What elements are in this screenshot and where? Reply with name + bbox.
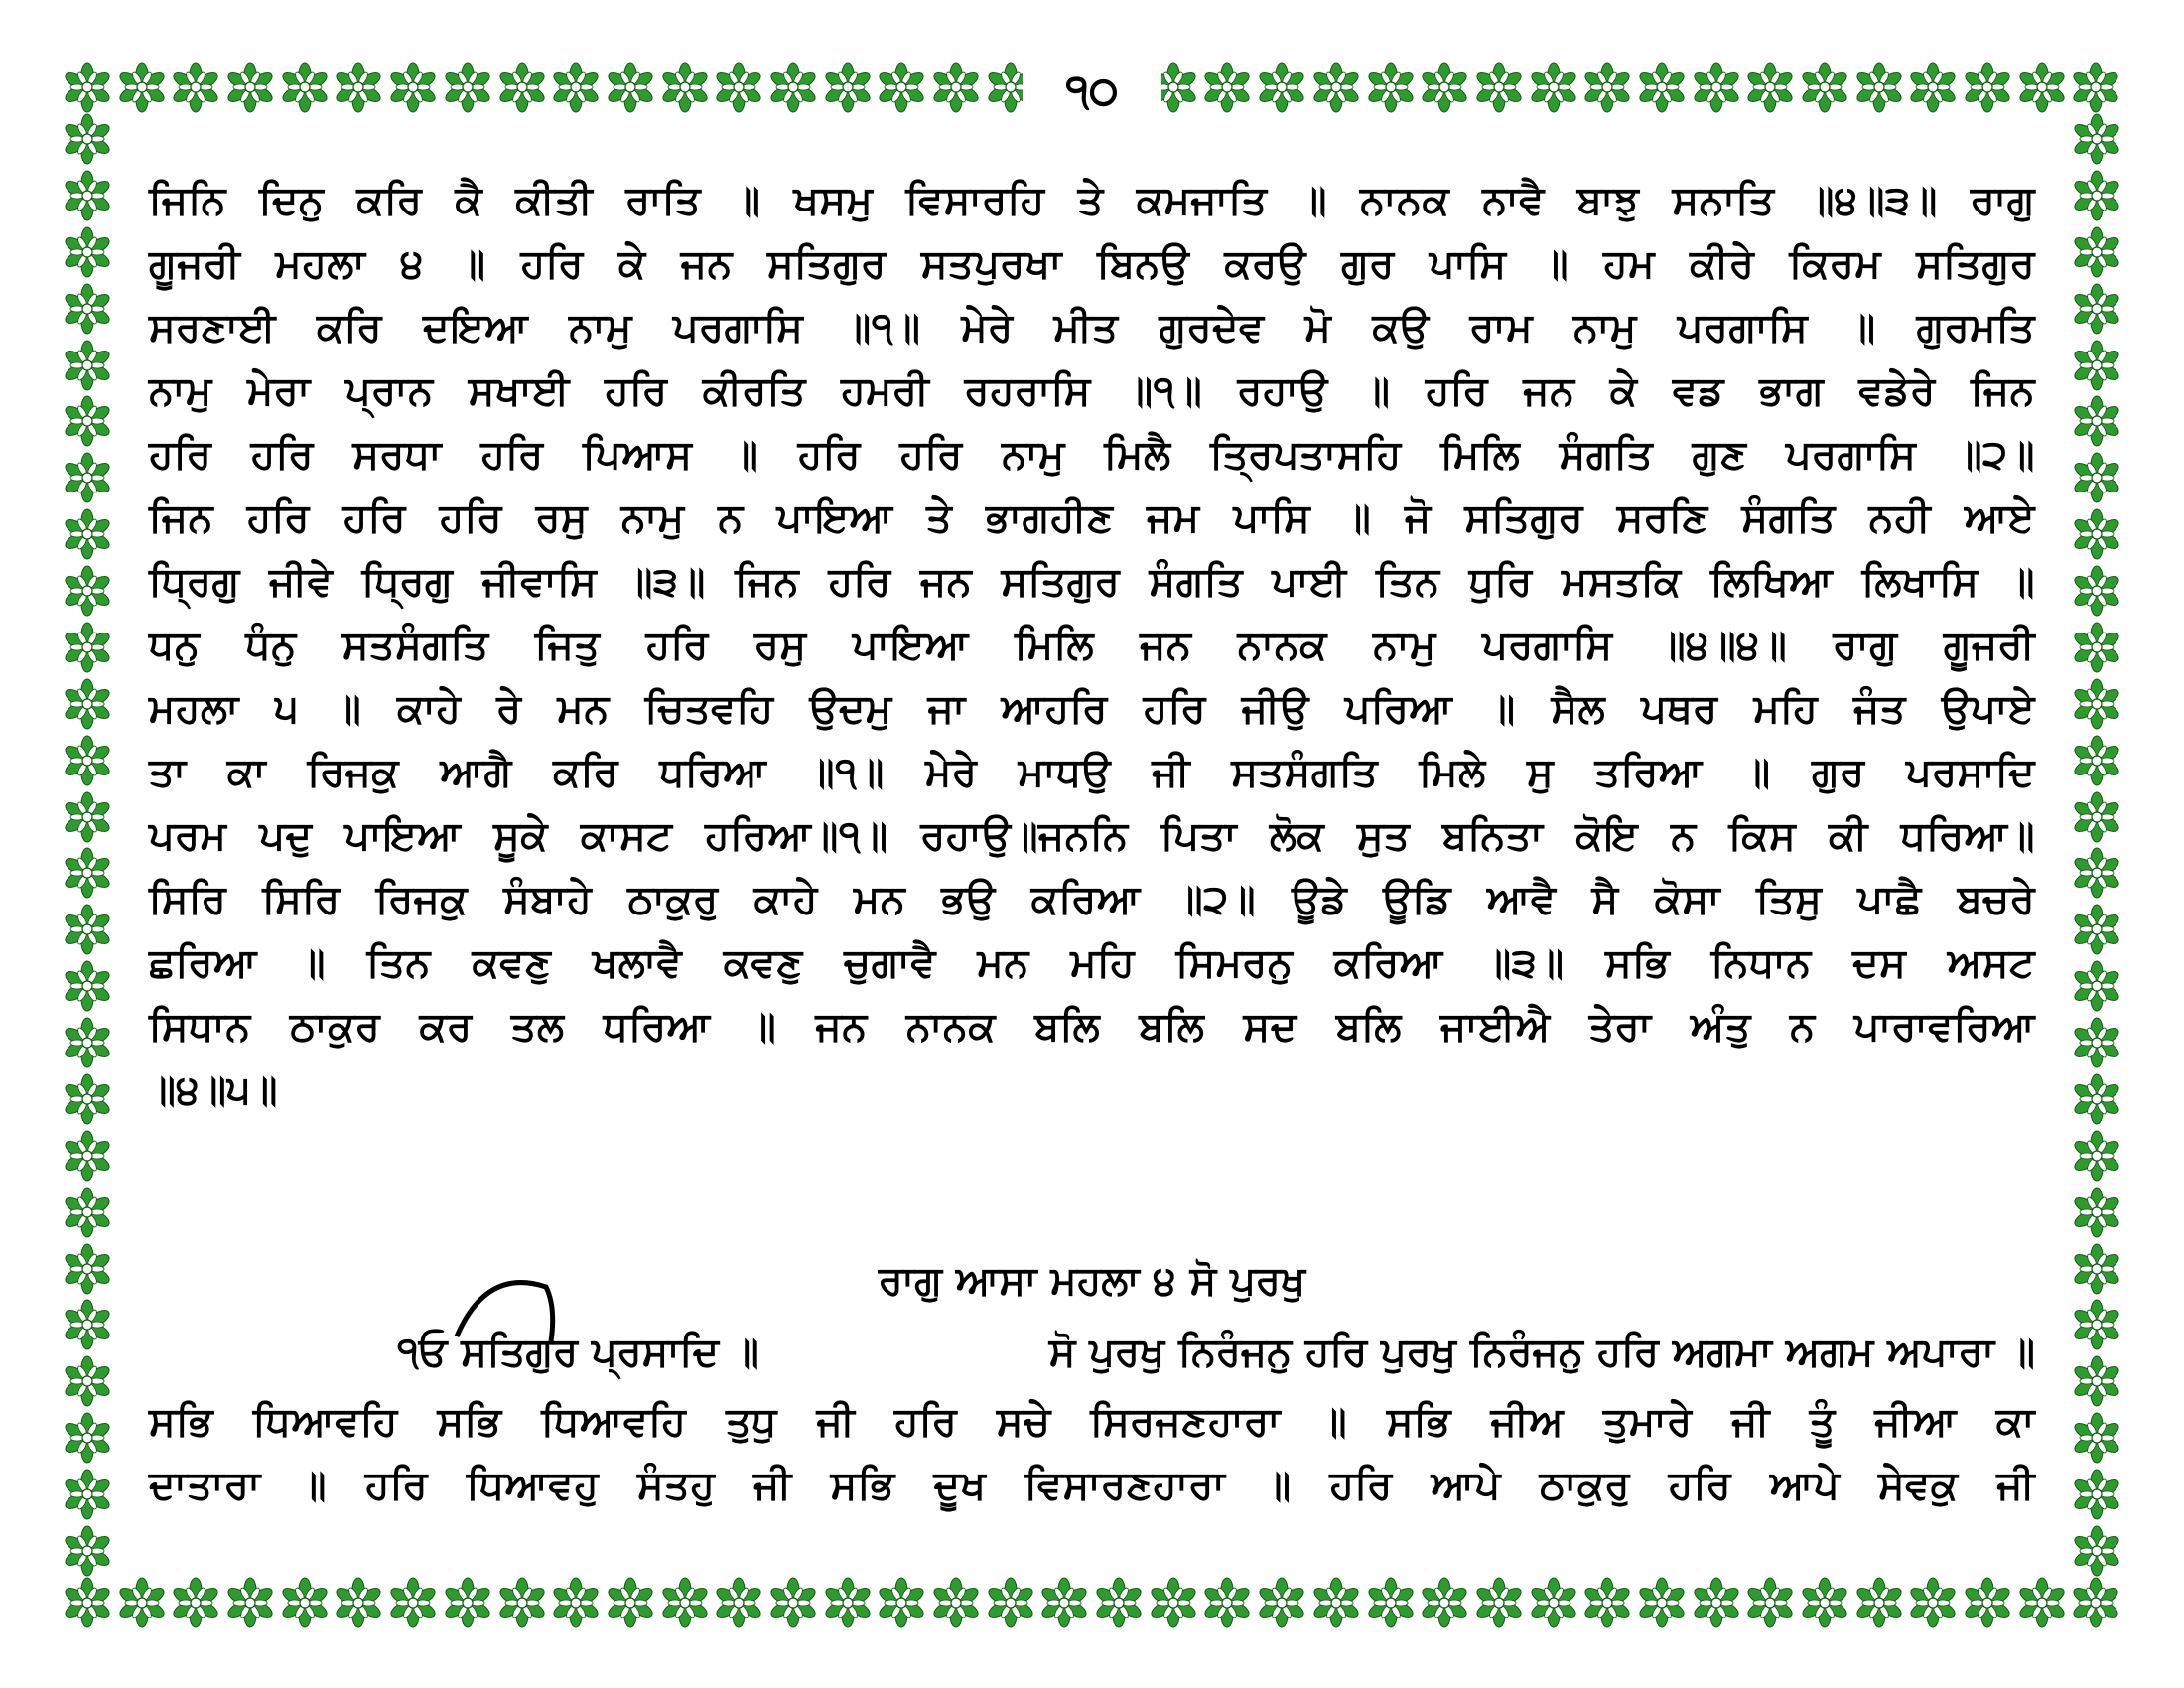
flower-icon (2071, 1130, 2122, 1182)
flower-icon (62, 1017, 113, 1068)
flower-icon (62, 565, 113, 617)
left-flower-border (62, 113, 113, 1577)
flower-icon (1691, 1577, 1742, 1628)
flower-icon (62, 452, 113, 503)
text-line: ਛਰਿਆ ॥ ਤਿਨ ਕਵਣੁ ਖਲਾਵੈ ਕਵਣੁ ਚੁਗਾਵੈ ਮਨ ਮਹਿ ਸਿਮਰਨੁ ਕਰਿਆ ॥੩॥ ਸਭਿ ਨਿਧਾਨ ਦਸ ਅਸਟ (149, 940, 2035, 986)
flower-icon (713, 1577, 764, 1628)
flower-icon (659, 1577, 711, 1628)
flower-icon (1962, 1577, 2013, 1628)
flower-icon (116, 1577, 168, 1628)
flower-icon (2071, 847, 2122, 899)
flower-icon (2071, 395, 2122, 447)
flower-icon (2071, 283, 2122, 335)
flower-icon (2071, 565, 2122, 617)
mool-mantar-line (149, 1321, 2035, 1384)
flower-icon (2071, 226, 2122, 278)
flower-icon (62, 791, 113, 843)
text-line: ਸਭਿ ਧਿਆਵਹਿ ਸਭਿ ਧਿਆਵਹਿ ਤੁਧੁ ਜੀ ਹਰਿ ਸਚੇ ਸਿਰਜਣਹਾਰਾ ॥ ਸਭਿ ਜੀਅ ਤੁਮਾਰੇ ਜੀ ਤੂੰ ਜੀਆ ਕਾ (149, 1399, 2035, 1445)
flower-icon (822, 62, 874, 113)
flower-icon (224, 62, 276, 113)
text-line: ਜਿਨ ਹਰਿ ਹਰਿ ਹਰਿ ਰਸੁ ਨਾਮੁ ਨ ਪਾਇਆ ਤੇ ਭਾਗਹੀਣ ਜਮ ਪਾਸਿ ॥ ਜੋ ਸਤਿਗੁਰ ਸਰਣਿ ਸੰਗਤਿ ਨਹੀ ਆਏ (149, 495, 2035, 541)
flower-icon (62, 1525, 113, 1577)
flower-icon (1636, 1577, 1688, 1628)
flower-icon (1310, 1577, 1362, 1628)
flower-icon (1799, 1577, 1850, 1628)
flower-icon (2071, 960, 2122, 1012)
flower-icon (2071, 735, 2122, 786)
flower-icon (62, 735, 113, 786)
flower-icon (2071, 791, 2122, 843)
flower-icon (605, 1577, 656, 1628)
flower-icon (1473, 62, 1525, 113)
flower-icon (333, 62, 384, 113)
bottom-flower-border (62, 1577, 2122, 1628)
flower-icon (1365, 62, 1417, 113)
flower-icon (62, 62, 113, 113)
flower-icon (2071, 1017, 2122, 1068)
flower-icon (2016, 1577, 2068, 1628)
flower-icon (62, 847, 113, 899)
lower-text-block (149, 1390, 2035, 1517)
flower-icon (62, 960, 113, 1012)
flower-icon (2071, 1469, 2122, 1520)
flower-icon (2071, 1299, 2122, 1350)
text-line: ਸਿਧਾਨ ਠਾਕੁਰ ਕਰ ਤਲ ਧਰਿਆ ॥ ਜਨ ਨਾਨਕ ਬਲਿ ਬਲਿ ਸਦ ਬਲਿ ਜਾਈਐ ਤੇਰਾ ਅੰਤੁ ਨ ਪਾਰਾਵਰਿਆ (149, 1004, 2035, 1050)
flower-icon (1528, 62, 1579, 113)
flower-icon (2071, 113, 2122, 165)
flower-icon (550, 62, 602, 113)
text-line: ਪਰਮ ਪਦੁ ਪਾਇਆ ਸੂਕੇ ਕਾਸਟ ਹਰਿਆ॥੧॥ ਰਹਾਉ॥ਜਨਨਿ ਪਿਤਾ ਲੋਕ ਸੁਤ ਬਨਿਤਾ ਕੋਇ ਨ ਕਿਸ ਕੀ ਧਰਿਆ॥ (149, 813, 2035, 859)
flower-icon (1365, 1577, 1417, 1628)
flower-icon (62, 113, 113, 165)
text-line: ॥੪॥੫॥ (149, 1067, 278, 1113)
flower-icon (1093, 1577, 1145, 1628)
flower-icon (2016, 62, 2068, 113)
page-number-container (1023, 56, 1161, 125)
flower-icon (62, 1243, 113, 1295)
flower-icon (1962, 62, 2013, 113)
flower-icon (1310, 62, 1362, 113)
flower-icon (1799, 62, 1850, 113)
flower-icon (876, 1577, 927, 1628)
flower-icon (2071, 1412, 2122, 1464)
flower-icon (496, 62, 548, 113)
mool-mantar-right: ਸੋ ਪੁਰਖੁ ਨਿਰੰਜਨੁ ਹਰਿ ਪੁਰਖੁ ਨਿਰੰਜਨੁ ਹਰਿ ਅਗਮਾ ਅਗਮ ਅਪਾਰਾ ॥ (1048, 1330, 2035, 1375)
flower-icon (116, 62, 168, 113)
flower-icon (62, 1299, 113, 1350)
flower-icon (62, 508, 113, 560)
flower-icon (2071, 170, 2122, 221)
flower-icon (1256, 62, 1307, 113)
flower-icon (1201, 62, 1253, 113)
flower-icon (387, 62, 439, 113)
flower-icon (62, 1073, 113, 1125)
flower-icon (1581, 62, 1633, 113)
flower-icon (1907, 62, 1959, 113)
flower-icon (1907, 1577, 1959, 1628)
flower-icon (2071, 1355, 2122, 1407)
flower-icon (2071, 340, 2122, 391)
text-line: ਸਰਣਾਈ ਕਰਿ ਦਇਆ ਨਾਮੁ ਪਰਗਾਸਿ ॥੧॥ ਮੇਰੇ ਮੀਤ ਗੁਰਦੇਵ ਮੋ ਕਉ ਰਾਮ ਨਾਮੁ ਪਰਗਾਸਿ ॥ ਗੁਰਮਤਿ (149, 305, 2035, 351)
flower-icon (62, 395, 113, 447)
text-line: ਜਿਨਿ ਦਿਨੁ ਕਰਿ ਕੈ ਕੀਤੀ ਰਾਤਿ ॥ ਖਸਮੁ ਵਿਸਾਰਹਿ ਤੇ ਕਮਜਾਤਿ ॥ ਨਾਨਕ ਨਾਵੈ ਬਾਝੁ ਸਨਾਤਿ ॥੪॥੩॥ ਰਾਗੁ (149, 178, 2035, 223)
flower-icon (1853, 1577, 1905, 1628)
flower-icon (2071, 1525, 2122, 1577)
flower-icon (930, 62, 982, 113)
flower-icon (170, 62, 221, 113)
flower-icon (1744, 62, 1796, 113)
page-number: ੧੦ (1065, 65, 1119, 116)
flower-icon (279, 62, 331, 113)
flower-icon (1256, 1577, 1307, 1628)
flower-icon (2071, 508, 2122, 560)
flower-icon (2071, 622, 2122, 673)
flower-icon (1419, 62, 1470, 113)
flower-icon (1691, 62, 1742, 113)
flower-icon (2070, 1577, 2121, 1628)
flower-icon (550, 1577, 602, 1628)
flower-icon (442, 62, 493, 113)
text-line: ਤਾ ਕਾ ਰਿਜਕੁ ਆਗੈ ਕਰਿ ਧਰਿਆ ॥੧॥ ਮੇਰੇ ਮਾਧਉ ਜੀ ਸਤਸੰਗਤਿ ਮਿਲੇ ਸੁ ਤਰਿਆ ॥ ਗੁਰ ਪਰਸਾਦਿ (149, 750, 2035, 795)
flower-icon (62, 1412, 113, 1464)
section-heading: ਰਾਗੁ ਆਸਾ ਮਹਲਾ ੪ ਸੋ ਪੁਰਖੁ (878, 1258, 1306, 1304)
flower-icon (62, 904, 113, 955)
right-flower-border (2071, 113, 2122, 1577)
flower-icon (1419, 1577, 1470, 1628)
mool-mantar-left: ੧ਓ ਸਤਿਗੁਰ ਪ੍ਰਸਾਦਿ ॥ (397, 1330, 759, 1375)
flower-icon (659, 62, 711, 113)
flower-icon (1528, 1577, 1579, 1628)
flower-icon (1744, 1577, 1796, 1628)
flower-icon (62, 1355, 113, 1407)
flower-icon (1636, 62, 1688, 113)
text-line: ਹਰਿ ਹਰਿ ਸਰਧਾ ਹਰਿ ਪਿਆਸ ॥ ਹਰਿ ਹਰਿ ਨਾਮੁ ਮਿਲੈ ਤ੍ਰਿਪਤਾਸਹਿ ਮਿਲਿ ਸੰਗਤਿ ਗੁਣ ਪਰਗਾਸਿ ॥੨॥ (149, 432, 2035, 478)
flower-icon (387, 1577, 439, 1628)
flower-icon (2071, 904, 2122, 955)
flower-icon (62, 226, 113, 278)
text-line: ਧ੍ਰਿਗੁ ਜੀਵੇ ਧ੍ਰਿਗੁ ਜੀਵਾਸਿ ॥੩॥ ਜਿਨ ਹਰਿ ਜਨ ਸਤਿਗੁਰ ਸੰਗਤਿ ਪਾਈ ਤਿਨ ਧੁਰਿ ਮਸਤਕਿ ਲਿਖਿਆ ਲਿਖਾਸਿ ॥ (149, 559, 2035, 605)
flower-icon (767, 62, 819, 113)
flower-icon (2071, 1073, 2122, 1125)
flower-icon (442, 1577, 493, 1628)
flower-icon (170, 1577, 221, 1628)
flower-icon (767, 1577, 819, 1628)
flower-icon (985, 1577, 1036, 1628)
flower-icon (62, 1130, 113, 1182)
flower-icon (333, 1577, 384, 1628)
flower-icon (1853, 62, 1905, 113)
flower-icon (2070, 62, 2121, 113)
flower-icon (62, 678, 113, 730)
flower-icon (822, 1577, 874, 1628)
flower-icon (62, 1577, 113, 1628)
flower-icon (496, 1577, 548, 1628)
flower-icon (2071, 452, 2122, 503)
flower-icon (62, 283, 113, 335)
flower-icon (62, 1187, 113, 1238)
scripture-text-block (149, 169, 2035, 1122)
text-line: ਗੂਜਰੀ ਮਹਲਾ ੪ ॥ ਹਰਿ ਕੇ ਜਨ ਸਤਿਗੁਰ ਸਤਪੁਰਖਾ ਬਿਨਉ ਕਰਉ ਗੁਰ ਪਾਸਿ ॥ ਹਮ ਕੀਰੇ ਕਿਰਮ ਸਤਿਗੁਰ (149, 241, 2035, 287)
flower-icon (1201, 1577, 1253, 1628)
flower-icon (876, 62, 927, 113)
flower-icon (1581, 1577, 1633, 1628)
text-line: ਦਾਤਾਰਾ ॥ ਹਰਿ ਧਿਆਵਹੁ ਸੰਤਹੁ ਜੀ ਸਭਿ ਦੂਖ ਵਿਸਾਰਣਹਾਰਾ ॥ ਹਰਿ ਆਪੇ ਠਾਕੁਰੁ ਹਰਿ ਆਪੇ ਸੇਵਕੁ ਜੀ (149, 1463, 2035, 1508)
flower-icon (605, 62, 656, 113)
text-line: ਸਿਰਿ ਸਿਰਿ ਰਿਜਕੁ ਸੰਬਾਹੇ ਠਾਕੁਰੁ ਕਾਹੇ ਮਨ ਭਉ ਕਰਿਆ ॥੨॥ ਊਡੇ ਊਡਿ ਆਵੈ ਸੈ ਕੋਸਾ ਤਿਸੁ ਪਾਛੈ ਬਚਰੇ (149, 877, 2035, 922)
flower-icon (62, 340, 113, 391)
flower-icon (62, 1469, 113, 1520)
text-line: ਮਹਲਾ ੫ ॥ ਕਾਹੇ ਰੇ ਮਨ ਚਿਤਵਹਿ ਉਦਮੁ ਜਾ ਆਹਰਿ ਹਰਿ ਜੀਉ ਪਰਿਆ ॥ ਸੈਲ ਪਥਰ ਮਹਿ ਜੰਤ ਉਪਾਏ (149, 686, 2035, 732)
flower-icon (279, 1577, 331, 1628)
flower-icon (2071, 678, 2122, 730)
flower-icon (2071, 1243, 2122, 1295)
flower-icon (62, 170, 113, 221)
flower-icon (1038, 1577, 1090, 1628)
flower-icon (1148, 1577, 1199, 1628)
flower-icon (930, 1577, 982, 1628)
flower-icon (1473, 1577, 1525, 1628)
flower-icon (713, 62, 764, 113)
text-line: ਧਨੁ ਧੰਨੁ ਸਤਸੰਗਤਿ ਜਿਤੁ ਹਰਿ ਰਸੁ ਪਾਇਆ ਮਿਲਿ ਜਨ ਨਾਨਕ ਨਾਮੁ ਪਰਗਾਸਿ ॥੪॥੪॥ ਰਾਗੁ ਗੂਜਰੀ (149, 623, 2035, 668)
flower-icon (224, 1577, 276, 1628)
flower-icon (2071, 1187, 2122, 1238)
flower-icon (62, 622, 113, 673)
text-line: ਨਾਮੁ ਮੇਰਾ ਪ੍ਰਾਨ ਸਖਾਈ ਹਰਿ ਕੀਰਤਿ ਹਮਰੀ ਰਹਰਾਸਿ ॥੧॥ ਰਹਾਉ ॥ ਹਰਿ ਜਨ ਕੇ ਵਡ ਭਾਗ ਵਡੇਰੇ ਜਿਨ (149, 368, 2035, 414)
